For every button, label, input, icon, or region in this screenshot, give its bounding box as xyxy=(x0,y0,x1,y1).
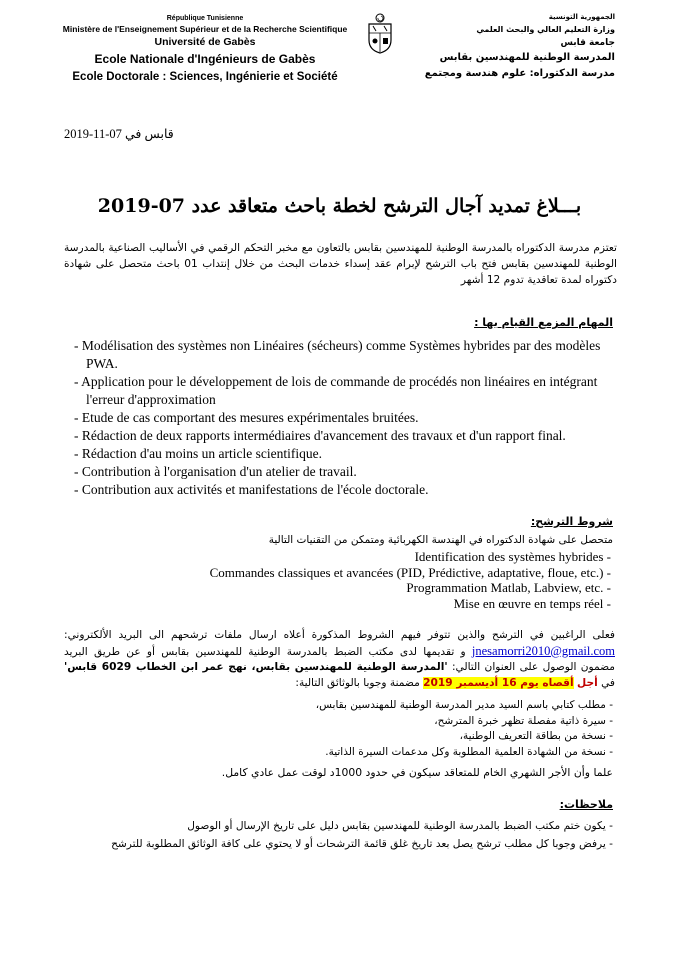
header-right xyxy=(355,12,615,82)
list-item: - Application pour le développement de lois de commande de procédés non linéaires en intégrant l'erreur d'approximation xyxy=(74,374,598,407)
apply-text-3: في xyxy=(601,676,615,689)
header-country-ar: الجمهورية التونسية xyxy=(548,13,615,21)
list-item: - Etude de cas comportant des mesures expérimentales bruitées. xyxy=(74,410,419,425)
list-item: - Modélisation des systèmes non Linéaires (sécheurs) comme Systèmes hybrides par des modèles PWA. xyxy=(74,338,601,371)
notes-heading: ملاحظات: xyxy=(559,798,613,811)
conditions-heading: شروط الترشح: xyxy=(530,515,613,528)
list-item: - Contribution à l'organisation d'un atelier de travail. xyxy=(74,464,357,479)
email-link[interactable]: jnesamorri2010@gmail.com xyxy=(471,643,615,658)
conditions-intro: متحصل على شهادة الدكتوراه في الهندسة الكهربائية ومتمكن من التقنيات التالية xyxy=(268,534,613,546)
list-item: - مطلب كتابي باسم السيد مدير المدرسة الوطنية للمهندسين بقابس، xyxy=(315,699,613,711)
document-date: قابس في 07-11-2019 xyxy=(64,127,174,141)
salary-note: علما وأن الأجر الشهري الخام للمتعاقد سيكون في حدود 1000د لوقت عمل عادي كامل. xyxy=(221,766,613,779)
list-item: - Contribution aux activités et manifestations de l'école doctorale. xyxy=(74,482,429,497)
list-item: Mise en œuvre en temps réel - xyxy=(453,595,611,611)
application-paragraph xyxy=(64,628,615,691)
deadline-date: أقصاه يوم 16 أديسمبر 2019 xyxy=(423,676,574,689)
list-item: - نسخة من الشهادة العلمية المطلوبة وكل مدعمات السيرة الذاتية. xyxy=(325,745,613,758)
header-university: Université de Gabès xyxy=(154,36,256,48)
list-item: Commandes classiques et avancées (PID, Prédictive, adaptative, floue, etc.) - xyxy=(209,564,611,580)
apply-text-1: فعلى الراغبين في الترشح والذين تتوفر فيهم الشروط المذكورة أعلاه ارسال ملفات ترشحهم الى البريد الألكتروني: xyxy=(64,629,615,641)
apply-text-4: مضمنة وجوبا بالوثائق التالية: xyxy=(295,676,420,689)
header-doctoral-school: Ecole Doctorale : Sciences, Ingénierie et Société xyxy=(72,71,338,83)
tasks-heading: المهام المزمع القيام بها : xyxy=(474,316,613,329)
notes-list xyxy=(111,817,613,853)
intro-paragraph: تعتزم مدرسة الدكتوراه بالمدرسة الوطنية للمهندسين بقابس بالتعاون مع مخبر التحكم الرقمي في الأساليب الصناعية بالمدرسة الوطنية للمهندسين بقابس فتح باب الترشح لإبرام عقد إسداء خدمات البحث من خلال إنتداب 01 باحث متحصل على شهادة دكتوراه لمدة تعاقدية تدوم 12 أشهر xyxy=(64,242,617,286)
header-university-ar: جامعة قابس xyxy=(560,38,615,48)
list-item: - يرفض وجوبا كل مطلب ترشح يصل بعد تاريخ غلق قائمة الترشحات أو لا يحتوي على كافة الوثائق المطلوبة للترشح xyxy=(111,838,613,850)
documents-list xyxy=(316,698,613,760)
list-item: - نسخة من بطاقة التعريف الوطنية، xyxy=(459,730,613,742)
header-ministry: Ministère de l'Enseignement Supérieur et de la Recherche Scientifique xyxy=(62,24,348,34)
document-title: بـــلاغ تمديد آجال الترشح لخطة باحث متعاقد عدد 07-2019 xyxy=(97,195,582,217)
deadline-label: أجل xyxy=(576,676,598,689)
list-item: Identification des systèmes hybrides - xyxy=(414,549,611,564)
header-doctoral-school-ar: مدرسة الدكتوراه: علوم هندسة ومجتمع xyxy=(424,68,615,79)
apply-text-2: و تقديمها لدى مكتب الضبط بالمدرسة الوطنية للمهندسين بقابس أو عن طريق البريد مضمون الوصول على العنوان التالي: xyxy=(64,645,615,673)
header-ministry-ar: وزارة التعليم العالي والبحث العلمي xyxy=(476,25,615,34)
skills-list xyxy=(120,549,611,611)
list-item: - Rédaction de deux rapports intermédiaires d'avancement des travaux et d'un rapport final. xyxy=(74,428,566,443)
header-left xyxy=(55,14,355,86)
list-item: - سيرة ذاتية مفصلة تظهر خبرة المترشح، xyxy=(434,714,613,727)
header-school: Ecole Nationale d'Ingénieurs de Gabès xyxy=(94,52,316,66)
list-item: - Rédaction d'au moins un article scientifique. xyxy=(74,446,322,461)
header-school-ar: المدرسة الوطنية للمهندسين بقابس xyxy=(439,52,615,63)
header-country: République Tunisienne xyxy=(166,15,244,22)
list-item: Programmation Matlab, Labview, etc. - xyxy=(406,580,611,595)
tasks-list xyxy=(70,337,619,499)
mailing-address: 'المدرسة الوطنية للمهندسين بقابس، نهج عمر ابن الخطاب 6029 قابس' xyxy=(64,661,448,673)
list-item: - يكون ختم مكتب الضبط بالمدرسة الوطنية للمهندسين بقابس دليل على تاريخ الإرسال أو الوصول xyxy=(187,820,613,832)
